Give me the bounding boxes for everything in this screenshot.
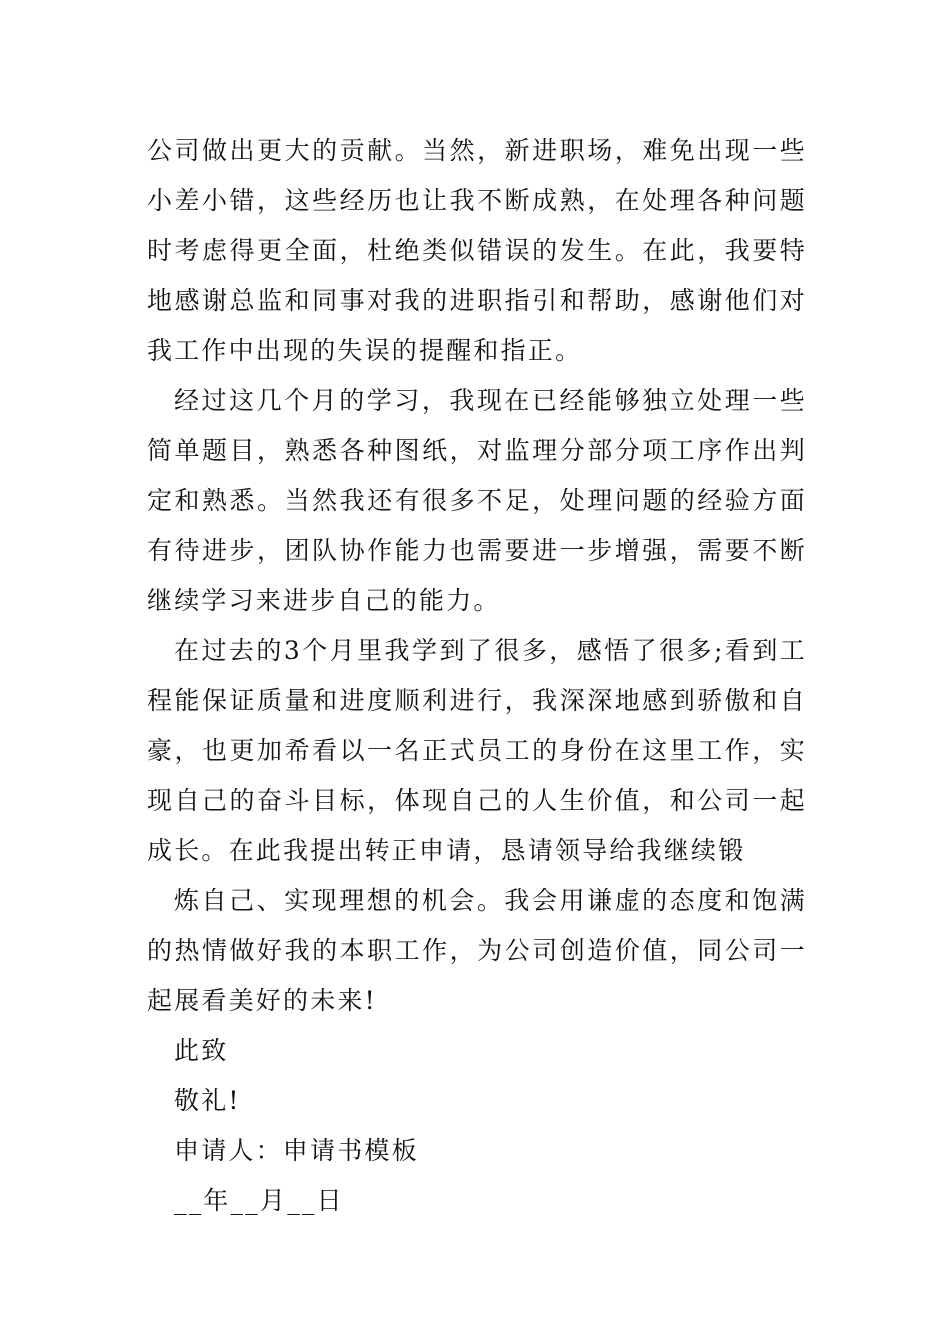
applicant-line: 申请人：申请书模板 [174,1136,419,1165]
closing-text: 此致 [174,1036,229,1065]
salute-text: 敬礼! [174,1086,241,1115]
paragraph-4: 炼自己、实现理想的机会。我会用谦虚的态度和饱满的热情做好我的本职工作，为公司创造价值，同公司一起展看美好的未来! [147,886,807,1015]
paragraph-2: 经过这几个月的学习，我现在已经能够独立处理一些简单题目，熟悉各种图纸，对监理分部分项工序作出判定和熟悉。当然我还有很多不足，处理问题的经验方面有待进步，团队协作能力也需要进一步增强，需要不断继续学习来进步自己的能力。 [147,386,807,615]
letter-body [147,126,807,1226]
paragraph-1: 公司做出更大的贡献。当然，新进职场，难免出现一些小差小错，这些经历也让我不断成熟，在处理各种问题时考虑得更全面，杜绝类似错误的发生。在此，我要特地感谢总监和同事对我的进职指引和帮助，感谢他们对我工作中出现的失误的提醒和指正。 [147,136,807,365]
date-line: __年__月__日 [174,1186,344,1215]
paragraph-3: 在过去的3个月里我学到了很多，感悟了很多;看到工程能保证质量和进度顺利进行，我深深地感到骄傲和自豪，也更加希看以一名正式员工的身份在这里工作，实现自己的奋斗目标，体现自己的人生价值，和公司一起成长。在此我提出转正申请，恳请领导给我继续锻 [147,636,807,865]
